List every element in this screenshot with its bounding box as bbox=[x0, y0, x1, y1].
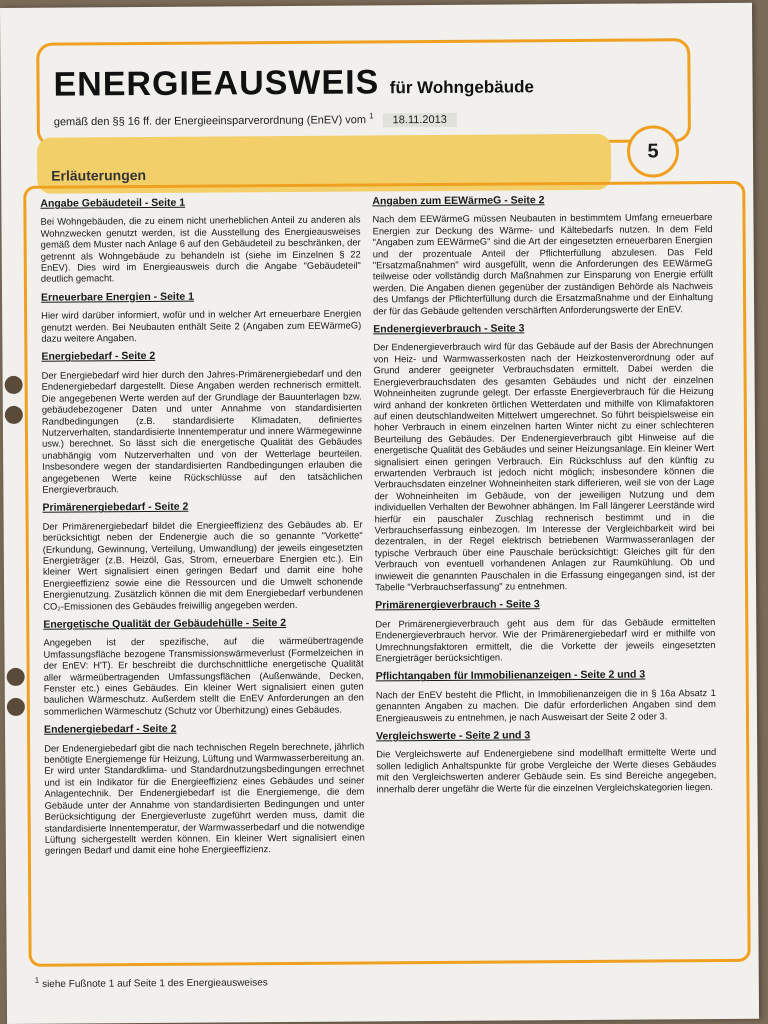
section-heading: Energiebedarf - Seite 2 bbox=[41, 350, 156, 364]
section-heading: Endenergieverbrauch - Seite 3 bbox=[373, 322, 525, 336]
explanation-section bbox=[41, 290, 361, 344]
section-heading: Angabe Gebäudeteil - Seite 1 bbox=[40, 196, 186, 210]
section-heading: Energetische Qualität der Gebäudehülle - Seite 2 bbox=[43, 617, 287, 631]
explanation-section bbox=[44, 723, 365, 857]
title-main: ENERGIEAUSWEIS bbox=[53, 63, 380, 104]
section-text: Der Energiebedarf wird hier durch den Jahres-Primärenergiebedarf und den Endenergiebedarf dargestellt. Diese Angaben werden rechnerisch ermittelt. Die angegebenen Werte werden auf der Grundlage der Bauunterlagen bzw. gebäudebezogener Daten und unter Annahme von standardisierten Randbedingungen (z.B. standardisierte Klimadaten, definiertes Nutzerverhalten, standardisierte Innentemperatur und innere Wärmegewinne usw.) berechnet. So lässt sich die energetische Qualität des Gebäudes unabhängig vom Nutzerverhalten und von der Wetterlage beurteilen. Insbesondere wegen der standardisierten Randbedingungen erlauben die angegebenen Werte keine Rückschlüsse auf den tatsächlichen Energieverbrauch. bbox=[41, 367, 363, 495]
section-text: Bei Wohngebäuden, die zu einem nicht unerheblichen Anteil zu anderen als Wohnzwecken genutzt werden, ist die Ausstellung des Energieausweises gemäß dem Muster nach Anlage 6 auf den Gebäudeteil zu beschränken, der getrennt als Wohngebäude zu behandeln ist (siehe im Einzelnen § 22 EnEV). Dies wird im Energieausweis durch die Angabe "Gebäudeteil" deutlich gemacht. bbox=[40, 213, 361, 285]
page-footnote bbox=[35, 974, 268, 990]
punch-hole bbox=[5, 376, 23, 394]
footnote-marker: 1 bbox=[369, 111, 374, 121]
section-text: Der Primärenergiebedarf bildet die Energieeffizienz des Gebäudes ab. Er berücksichtigt neben der Endenergie auch die so genannte "Vorkette" (Erkundung, Gewinnung, Verteilung, Umwandlung) der jeweils eingesetzten Energieträger (z.B. Heizöl, Gas, Strom, erneuerbare Energien etc.). Ein kleiner Wert signalisiert einen geringen Bedarf und damit eine hohe Energieeffizienz sowie eine die Ressourcen und die Umwelt schonende Energienutzung. Zusätzlich können die mit dem Energiebedarf verbundenen CO₂-Emissionen des Gebäudes freiwillig angegeben werden. bbox=[42, 518, 364, 612]
section-text: Der Endenergiebedarf gibt die nach technischen Regeln berechnete, jährlich benötigte Energiemenge für Heizung, Lüftung und Warmwasserbereitung an. Er wird unter Standardklima- und Standardnutzungsbedingungen errechnet und ist ein Indikator für die Energieeffizienz eines Gebäudes und seiner Anlagentechnik. Der Endenergiebedarf ist die Energiemenge, die dem Gebäude unter der Annahme von standardisierten Bedingungen und unter Berücksichtigung der Energieverluste zugeführt werden muss, damit die standardisierte Innentemperatur, der Warmwasserbedarf und die notwendige Lüftung sichergestellt werden können. Ein kleiner Wert signalisiert einen geringen Bedarf und damit eine hohe Energieeffizienz. bbox=[44, 740, 365, 857]
page-number-badge: 5 bbox=[627, 125, 679, 177]
explanation-section bbox=[42, 501, 363, 612]
right-column bbox=[372, 194, 716, 802]
section-text: Angegeben ist der spezifische, auf die wärmeübertragende Umfassungsfläche bezogene Transmissionswärmeverlust (Formelzeichen in der EnEV: H'T). Er beschreibt die durchschnittliche energetische Qualität aller wärmeübertragenden Umfassungsflächen (Außenwände, Decken, Fenster etc.) eines Gebäudes. Ein kleiner Wert signalisiert einen guten baulichen Wärmeschutz. Außerdem stellt die EnEV Anforderungen an den sommerlichen Wärmeschutz (Schutz vor Überhitzung) eines Gebäudes. bbox=[43, 634, 364, 717]
section-text: Die Vergleichswerte auf Endenergiebene sind modellhaft ermittelte Werte und sollen lediglich Anhaltspunkte für grobe Vergleiche der Werte dieses Gebäudes mit den Vergleichswerten anderer Gebäude sein. Es sind Bereiche angegeben, innerhalb derer ungefähr die Werte für die einzelnen Vergleichskategorien liegen. bbox=[376, 746, 717, 795]
section-title: Erläuterungen bbox=[51, 166, 147, 184]
regulation-line bbox=[54, 111, 457, 129]
section-heading: Erneuerbare Energien - Seite 1 bbox=[40, 290, 194, 304]
section-heading: Pflichtangaben für Immobilienanzeigen - Seite 2 und 3 bbox=[375, 668, 646, 683]
section-text: Nach dem EEWärmeG müssen Neubauten in bestimmtem Umfang erneuerbare Energien zur Deckung des Wärme- und Kältebedarfs nutzen. In dem Feld "Angaben zum EEWärmeG" sind die Art der eingesetzten erneuerbaren Energien und der prozentuale Anteil der Pflichterfüllung abzulesen. Das Feld "Ersatzmaßnahmen" wird ausgefüllt, wenn die Anforderungen des EEWärmeG teilweise oder vollständig durch Maßnahmen zur Einsparung von Energie erfüllt werden. Die Angaben dienen gegenüber der zuständigen Behörde als Nachweis des Umfangs der Pflichterfüllung durch die Ersatzmaßnahme und der Einhaltung der für das Gebäude geltenden verschärften Anforderungswerte der EnEV. bbox=[372, 211, 714, 317]
punch-hole bbox=[7, 668, 25, 686]
explanation-section bbox=[41, 350, 362, 495]
explanations-box bbox=[23, 181, 750, 967]
document-page bbox=[0, 3, 759, 1024]
section-heading: Angaben zum EEWärmeG - Seite 2 bbox=[372, 194, 545, 208]
section-text: Der Endenergieverbrauch wird für das Gebäude auf der Basis der Abrechnungen von Heiz- und Warmwasserkosten nach der Heizkostenverordnung oder auf Grund anderer geeigneter Verbrauchsdaten ermittelt. Dabei werden die Energieverbrauchsdaten des gesamten Gebäudes und nicht der einzelnen Wohneinheiten zugrunde gelegt. Der erfasste Energieverbrauch für die Heizung wird anhand der konkreten örtlichen Wetterdaten und mithilfe von Klimafaktoren auf einen deutschlandweiten Mittelwert umgerechnet. So führt beispielsweise ein hoher Verbrauch in einem einzelnen harten Winter nicht zu einer schlechteren Beurteilung des Gebäudes. Der Endenergieverbrauch gibt Hinweise auf die energetische Qualität des Gebäudes und seiner Heizungsanlage. Ein kleiner Wert signalisiert einen geringen Verbrauch. Ein Rückschluss auf den künftig zu erwartenden Verbrauch ist jedoch nicht möglich; insbesondere können die Verbrauchsdaten einzelner Wohneinheiten stark differieren, weil sie von der Lage der Wohneinheiten im Gebäude, von der jeweiligen Nutzung und dem individuellen Verhalten der Bewohner abhängen. Im Fall längerer Leerstände wird hierfür ein pauschaler Zuschlag rechnerisch bestimmt und in die Verbrauchserfassung einbezogen. Im Interesse der Vergleichbarkeit wird bei dezentralen, in der Regel elektrisch betriebenen Warmwasseranlagen der typische Verbrauch über eine Pauschale berücksichtigt: Gleiches gilt für den Verbrauch von eventuell vorhandenen Anlagen zur Raumkühlung. Ob und inwieweit die genannten Pauschalen in die Erfassung eingegangen sind, ist der Tabelle "Verbrauchserfassung" zu entnehmen. bbox=[373, 339, 716, 593]
title-subtitle: für Wohngebäude bbox=[389, 77, 534, 98]
section-heading: Vergleichswerte - Seite 2 und 3 bbox=[376, 729, 531, 743]
punch-hole bbox=[7, 698, 25, 716]
document-header bbox=[36, 38, 691, 147]
section-text: Der Primärenergieverbrauch geht aus dem für das Gebäude ermittelten Endenergieverbrauch hervor. Wie der Primärenergiebedarf wird er mithilfe von Umrechnungsfaktoren ermittelt, die die Vorkette der jeweils eingesetzten Energieträger berücksichtigen. bbox=[375, 615, 716, 664]
issue-date: 18.11.2013 bbox=[383, 112, 457, 127]
regulation-text: gemäß den §§ 16 ff. der Energieeinsparverordnung (EnEV) vom bbox=[53, 114, 367, 129]
document-title bbox=[53, 62, 534, 104]
section-text: Nach der EnEV besteht die Pflicht, in Immobilienanzeigen die in § 16a Absatz 1 genannten Angaben zu machen. Die dafür erforderlichen Angaben sind dem Energieausweis zu entnehmen, je nach Ausweisart der Seite 2 oder 3. bbox=[375, 686, 716, 724]
explanation-section bbox=[376, 669, 716, 723]
explanation-section bbox=[375, 598, 715, 663]
explanation-section bbox=[43, 617, 364, 716]
footnote-text: siehe Fußnote 1 auf Seite 1 des Energieausweises bbox=[42, 977, 268, 991]
footnote-number: 1 bbox=[34, 975, 40, 985]
explanation-section bbox=[40, 196, 361, 284]
section-text: Hier wird darüber informiert, wofür und in welcher Art erneuerbare Energien genutzt werden. Bei Neubauten enthält Seite 2 (Angaben zum EEWärmeG) dazu weitere Angaben. bbox=[41, 307, 362, 344]
punch-hole bbox=[5, 406, 23, 424]
explanation-section bbox=[373, 322, 715, 593]
section-heading: Primärenergiebedarf - Seite 2 bbox=[42, 501, 189, 515]
explanation-section bbox=[372, 194, 713, 316]
left-column bbox=[40, 196, 365, 864]
explanation-section bbox=[376, 729, 716, 794]
section-heading: Primärenergieverbrauch - Seite 3 bbox=[375, 598, 540, 612]
section-heading: Endenergiebedarf - Seite 2 bbox=[43, 723, 177, 736]
